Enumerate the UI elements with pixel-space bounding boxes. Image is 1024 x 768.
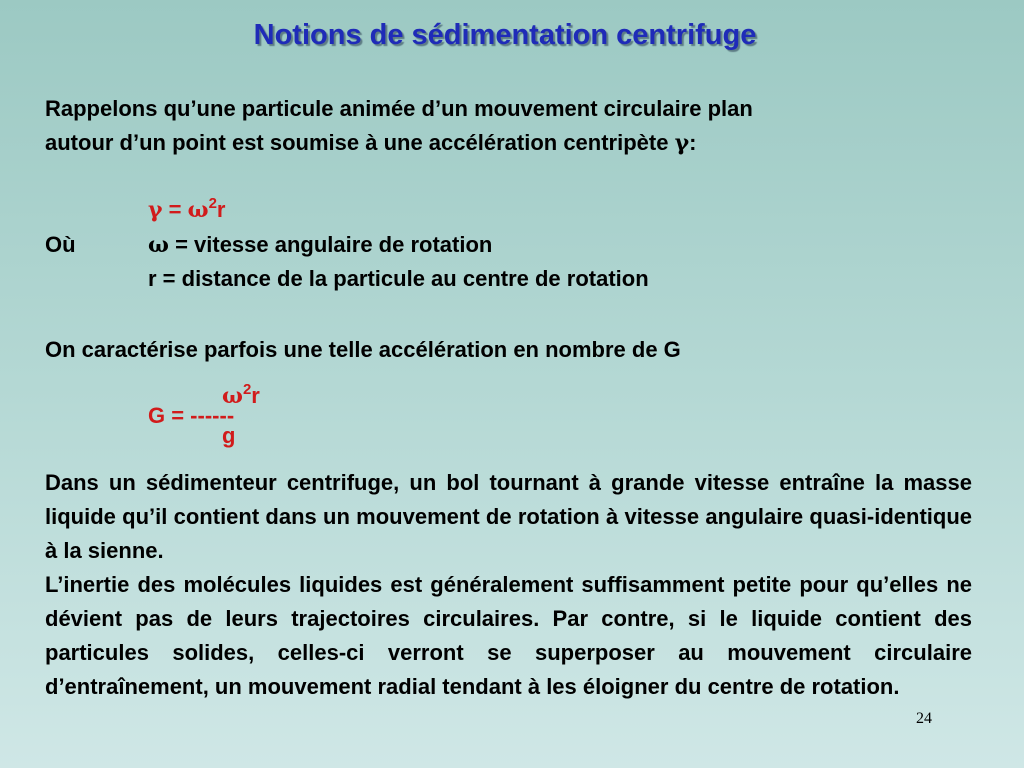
formula-r: r <box>216 197 226 222</box>
g-formula-omega: ω <box>222 383 243 409</box>
g-formula-r: r <box>251 383 260 408</box>
definition-omega-symbol: ω <box>148 232 169 258</box>
definition-omega <box>148 232 492 258</box>
formula-equals: = <box>162 197 188 222</box>
intro-line-2-text: autour d’un point est soumise à une accélération centripète <box>45 130 675 155</box>
g-intro: On caractérise parfois une telle accélération en nombre de G <box>45 337 681 362</box>
g-formula-lhs: G = ------ <box>148 403 235 428</box>
formula-omega: ω <box>187 197 209 223</box>
centripetal-formula <box>148 194 226 223</box>
where-label: Où <box>45 232 76 257</box>
intro-line-1: Rappelons qu’une particule animée d’un mouvement circulaire plan <box>45 96 753 121</box>
definition-r: r = distance de la particule au centre de rotation <box>148 266 649 291</box>
page-number: 24 <box>916 710 932 727</box>
g-formula-denominator: g <box>222 423 236 448</box>
slide-title: Notions de sédimentation centrifuge <box>253 19 757 51</box>
formula-exponent: 2 <box>208 194 217 212</box>
definition-omega-text: = vitesse angulaire de rotation <box>168 232 493 257</box>
intro-colon: : <box>689 130 697 155</box>
gamma-symbol: γ <box>674 130 690 156</box>
paragraph-sedimenteur: Dans un sédimenteur centrifuge, un bol tournant à grande vitesse entraîne la masse liquide qu’il contient dans un mouvement de rotation à vitesse angulaire quasi-identique à la sienne. <box>45 470 972 563</box>
g-formula-exponent: 2 <box>242 380 252 398</box>
intro-paragraph <box>45 92 972 160</box>
formula-gamma: γ <box>148 197 163 223</box>
intro-line-2 <box>45 126 972 160</box>
paragraph-inertie: L’inertie des molécules liquides est généralement suffisamment petite pour qu’elles ne dévient pas de leurs trajectoires circulaires. Par contre, si le liquide contient des particules solides, celles-ci verront se superposer au mouvement circulaire d’entraînement, un mouvement radial tendant à les éloigner du centre de rotation. <box>45 572 972 699</box>
